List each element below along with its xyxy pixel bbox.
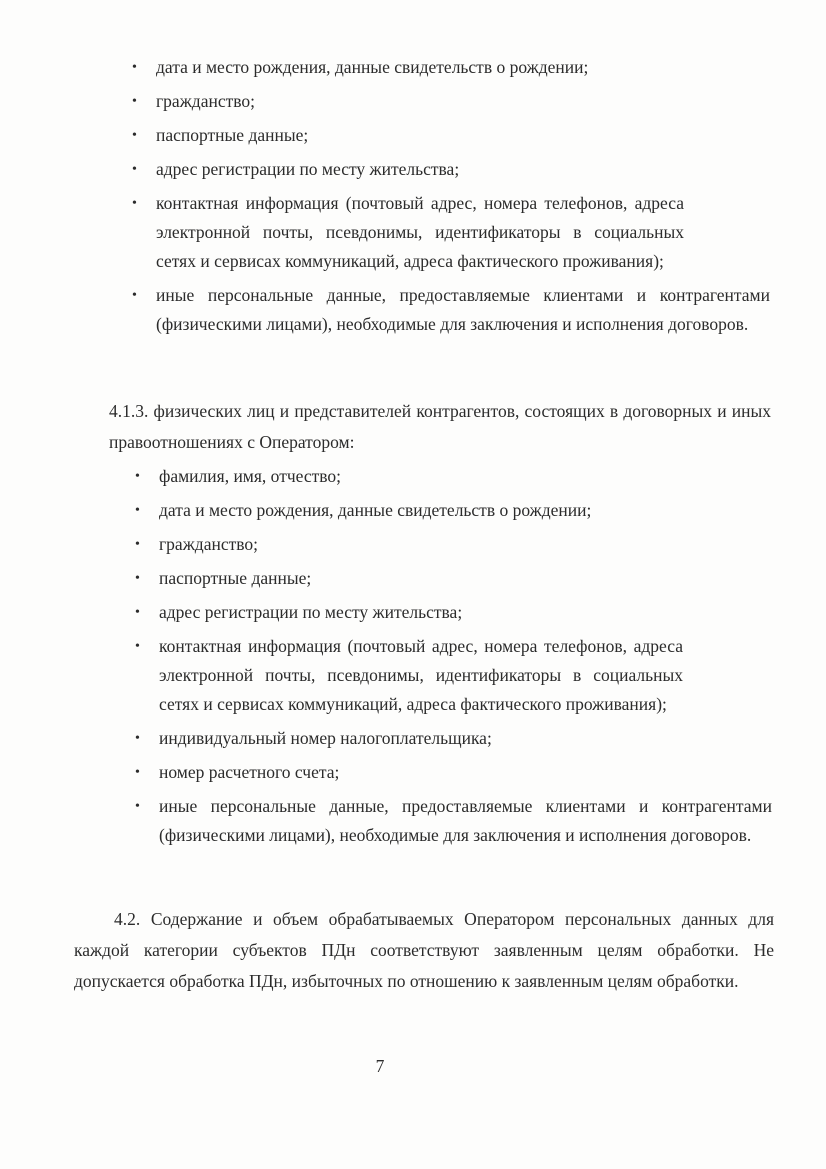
bullet-icon: • (132, 128, 137, 143)
bullet-icon: • (132, 162, 137, 177)
list-item-text: иные персональные данные, предоставляемые клиентами и контрагентами (физическими лицами), необходимые для заключения и исполнения договоров. (156, 285, 770, 334)
list-item (132, 189, 684, 276)
bullet-icon: • (135, 537, 140, 552)
list-item-text: адрес регистрации по месту жительства; (156, 159, 460, 179)
list-item (132, 53, 770, 82)
page-number: 7 (375, 1056, 385, 1076)
list-item-text: фамилия, имя, отчество; (159, 466, 342, 486)
list-item-text: паспортные данные; (159, 568, 312, 588)
list-item-text: дата и место рождения, данные свидетельств о рождении; (159, 500, 592, 520)
list-item-text: гражданство; (159, 534, 258, 554)
list-item-text: иные персональные данные, предоставляемые клиентами и контрагентами (физическими лицами), необходимые для заключения и исполнения договоров. (159, 796, 772, 845)
list-item-text: контактная информация (почтовый адрес, номера телефонов, адреса электронной почты, псевдонимы, идентификаторы в социальных сетях и сервисах коммуникаций, адреса фактического проживания); (159, 636, 683, 714)
list-item (135, 462, 772, 491)
bullet-icon: • (132, 196, 137, 211)
bullet-icon: • (135, 503, 140, 518)
list-item-text: номер расчетного счета; (159, 762, 340, 782)
bullet-list-personal-data-clients (132, 53, 770, 339)
list-item-text: дата и место рождения, данные свидетельств о рождении; (156, 57, 589, 77)
list-item (135, 758, 772, 787)
bullet-list-personal-data-counterparties (135, 462, 772, 850)
bullet-icon: • (132, 288, 137, 303)
list-item-text: адрес регистрации по месту жительства; (159, 602, 463, 622)
list-item (132, 281, 770, 339)
list-item (132, 155, 770, 184)
list-item-text: контактная информация (почтовый адрес, номера телефонов, адреса электронной почты, псевдонимы, идентификаторы в социальных сетях и сервисах коммуникаций, адреса фактического проживания); (156, 193, 684, 271)
bullet-icon: • (135, 639, 140, 654)
list-item (132, 121, 770, 150)
section-4-2-paragraph: 4.2. Содержание и объем обрабатываемых Оператором персональных данных для каждой категории субъектов ПДн соответствуют заявленным целям обработки. Не допускается обработка ПДн, избыточных по отношению к заявленным целям обработки. (74, 909, 774, 991)
list-item (135, 496, 772, 525)
bullet-icon: • (135, 799, 140, 814)
section-4-1-3-heading: 4.1.3. физических лиц и представителей контрагентов, состоящих в договорных и иных правоотношениях с Оператором: (109, 401, 771, 452)
bullet-icon: • (135, 731, 140, 746)
list-item (132, 87, 770, 116)
list-item (135, 632, 683, 719)
bullet-icon: • (135, 469, 140, 484)
bullet-icon: • (132, 94, 137, 109)
list-item (135, 724, 772, 753)
bullet-icon: • (135, 605, 140, 620)
list-item-text: паспортные данные; (156, 125, 309, 145)
list-item (135, 792, 772, 850)
list-item (135, 530, 772, 559)
list-item (135, 598, 772, 627)
bullet-icon: • (135, 765, 140, 780)
list-item-text: индивидуальный номер налогоплательщика; (159, 728, 492, 748)
bullet-icon: • (135, 571, 140, 586)
bullet-icon: • (132, 60, 137, 75)
list-item (135, 564, 772, 593)
list-item-text: гражданство; (156, 91, 255, 111)
